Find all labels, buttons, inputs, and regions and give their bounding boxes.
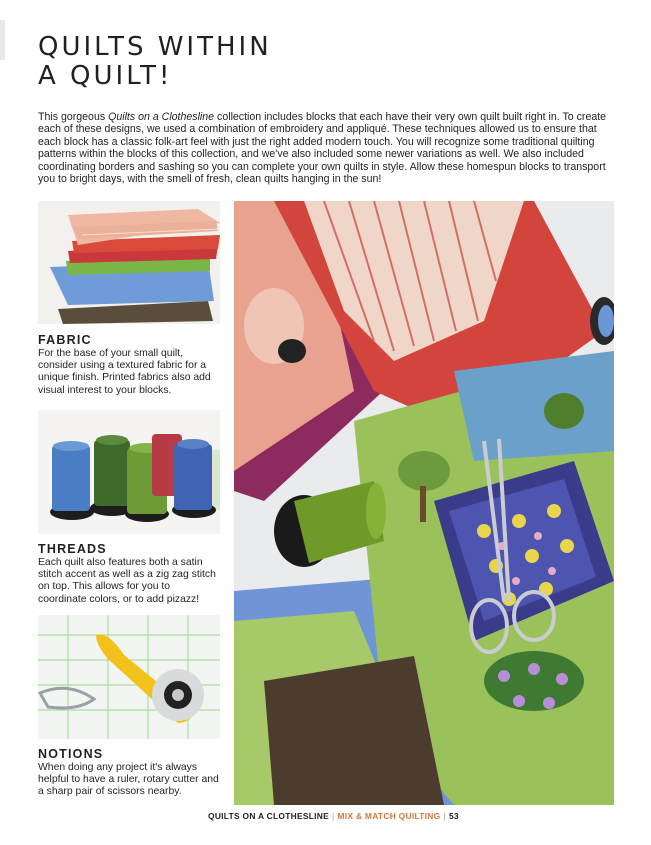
title-line-2: A QUILT! (38, 61, 173, 91)
section-heading-notions: NOTIONS (38, 747, 104, 761)
intro-text-rest: collection includes blocks that each have their very own quilt built right in. To create each of these designs, we used a combination of embroidery and appliqué. These techniques allowed us to ensure that each block has a classic folk-art feel with just the right added modern touch. You will recognize some traditional quilting patterns within the blocks of this collection, and we've also included some newer variations as well. We also included coordinating borders and sashing so you can complete your own quilts in style. Allow these homespun blocks to transport you to bright days, with the smell of fresh, clean quilts hanging in the sun! (38, 111, 607, 186)
footer-collection: MIX & MATCH QUILTING (337, 811, 441, 821)
section-text-fabric: For the base of your small quilt, consider using a textured fabric for a unique finish. Printed fabrics also add visual interest to your blocks. (38, 348, 211, 396)
intro-collection-name: Quilts on a Clothesline (108, 111, 215, 123)
intro-text-start: This gorgeous (38, 111, 109, 123)
section-heading-fabric: FABRIC (38, 333, 92, 347)
section-text-threads: Each quilt also features both a satin stitch accent as well as a zig zag stitch on top. This allows for you to coordinate colors, or to add pizazz! (38, 557, 216, 605)
footer-separator: | (332, 811, 335, 821)
main-quilt-photo (234, 201, 614, 805)
footer-separator-2: | (443, 811, 446, 821)
footer-series-title: QUILTS ON A CLOTHESLINE (208, 811, 330, 821)
fabric-stack-photo (38, 201, 220, 324)
page-footer (208, 811, 459, 821)
title-line-1: QUILTS WITHIN (38, 32, 272, 62)
page-title (38, 33, 272, 91)
section-heading-threads: THREADS (38, 542, 107, 556)
notions-photo (38, 615, 220, 739)
threads-photo (38, 410, 220, 534)
section-text-notions: When doing any project it's always helpful to have a ruler, rotary cutter and a sharp pair of scissors nearby. (38, 762, 219, 798)
intro-paragraph (38, 111, 616, 185)
page-edge-tab (0, 20, 5, 60)
page-number: 53 (448, 811, 459, 821)
